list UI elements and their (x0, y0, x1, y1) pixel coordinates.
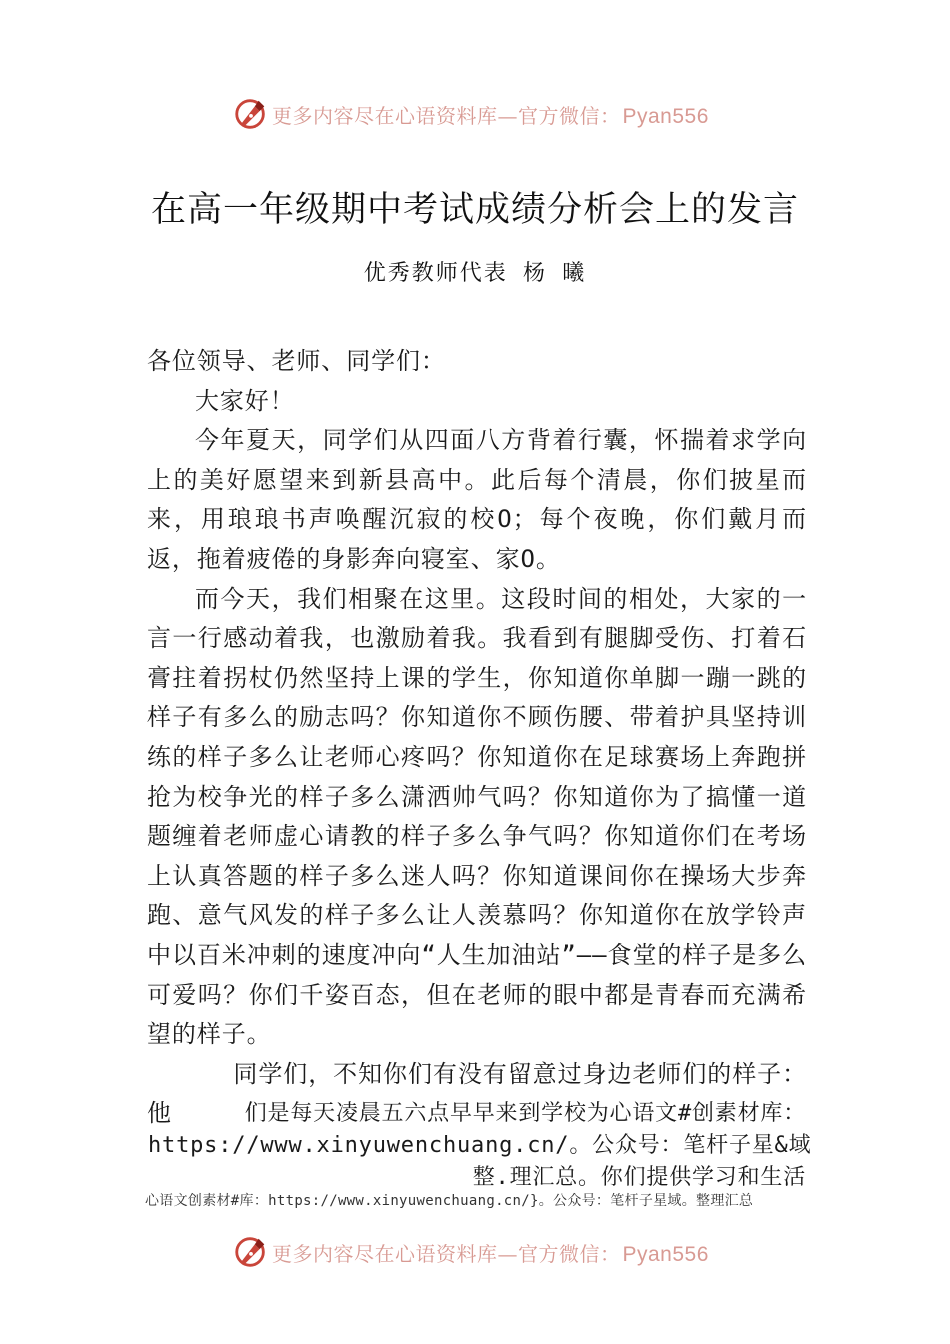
paragraph: 今年夏天，同学们从四面八方背着行囊，怀揣着求学向上的美好愿望来到新县高中。此后每个清晨，你们披星而来，用琅琅书声唤醒沉寂的校О；每个夜晚，你们戴月而返，拖着疲倦的身影奔向寝室、家О。 (147, 426, 807, 573)
bottom-banner (0, 1230, 950, 1274)
overlay-line: https://www.xinyuwenchuang.cn/。公众号：笔杆子星&域 (148, 1133, 812, 1158)
greeting: 大家好！ (195, 386, 295, 415)
wechat-id: Pyan556 (622, 104, 709, 128)
salutation: 各位领导、老师、同学们： (147, 347, 446, 375)
pen-nib-logo-icon (232, 95, 270, 133)
wechat-id: Pyan556 (622, 1242, 709, 1266)
banner-text: 更多内容尽在心语资料库—官方微信：Pyan556 (272, 103, 709, 128)
paragraph: 而今天，我们相聚在这里。这段时间的相处，大家的一言一行感动着我，也激励着我。我看到有腿脚受伤、打着石膏拄着拐杖仍然坚持上课的学生，你知道你单脚一蹦一跳的样子有多么的励志吗？你知道你不顾伤腰、带着护具坚持训练的样子多么让老师心疼吗？你知道你在足球赛场上奔跑拼抢为校争光的样子多么潇洒帅气吗？你知道你为了搞懂一道题缠着老师虚心请教的样子多么争气吗？你知道你们在考场上认真答题的样子多么迷人吗？你知道课间你在操场大步奔跑、意气风发的样子多么让人羡慕吗？你知道你在放学铃声中以百米冲刺的速度冲向“人生加油站”——食堂的样子是多么可爱吗？你们千姿百态，但在老师的眼中都是青春而充满希望的样子。 (147, 584, 807, 1049)
top-banner (0, 92, 950, 136)
paragraph: 同学们，不知你们有没有留意过身边老师们的样子：他 (147, 1059, 807, 1128)
document-title: 在高一年级期中考试成绩分析会上的发言 (150, 190, 799, 230)
pen-nib-logo-icon (232, 1233, 270, 1271)
footer-note: 心语文创素材#库：https://www.xinyuwenchuang.cn/}。公众号：笔杆子星域。整理汇总 (145, 1193, 754, 1209)
document-body (147, 342, 807, 1134)
document-subtitle: 优秀教师代表 杨 曦 (363, 261, 587, 286)
watermark-overlay-text (148, 1098, 812, 1194)
overlay-line: 们是每天凌晨五六点早早来到学校为心语文#创素材库： (244, 1101, 806, 1126)
overlay-line: 整.理汇总。你们提供学习和生活 (472, 1165, 806, 1190)
banner-text: 更多内容尽在心语资料库—官方微信：Pyan556 (272, 1241, 709, 1266)
